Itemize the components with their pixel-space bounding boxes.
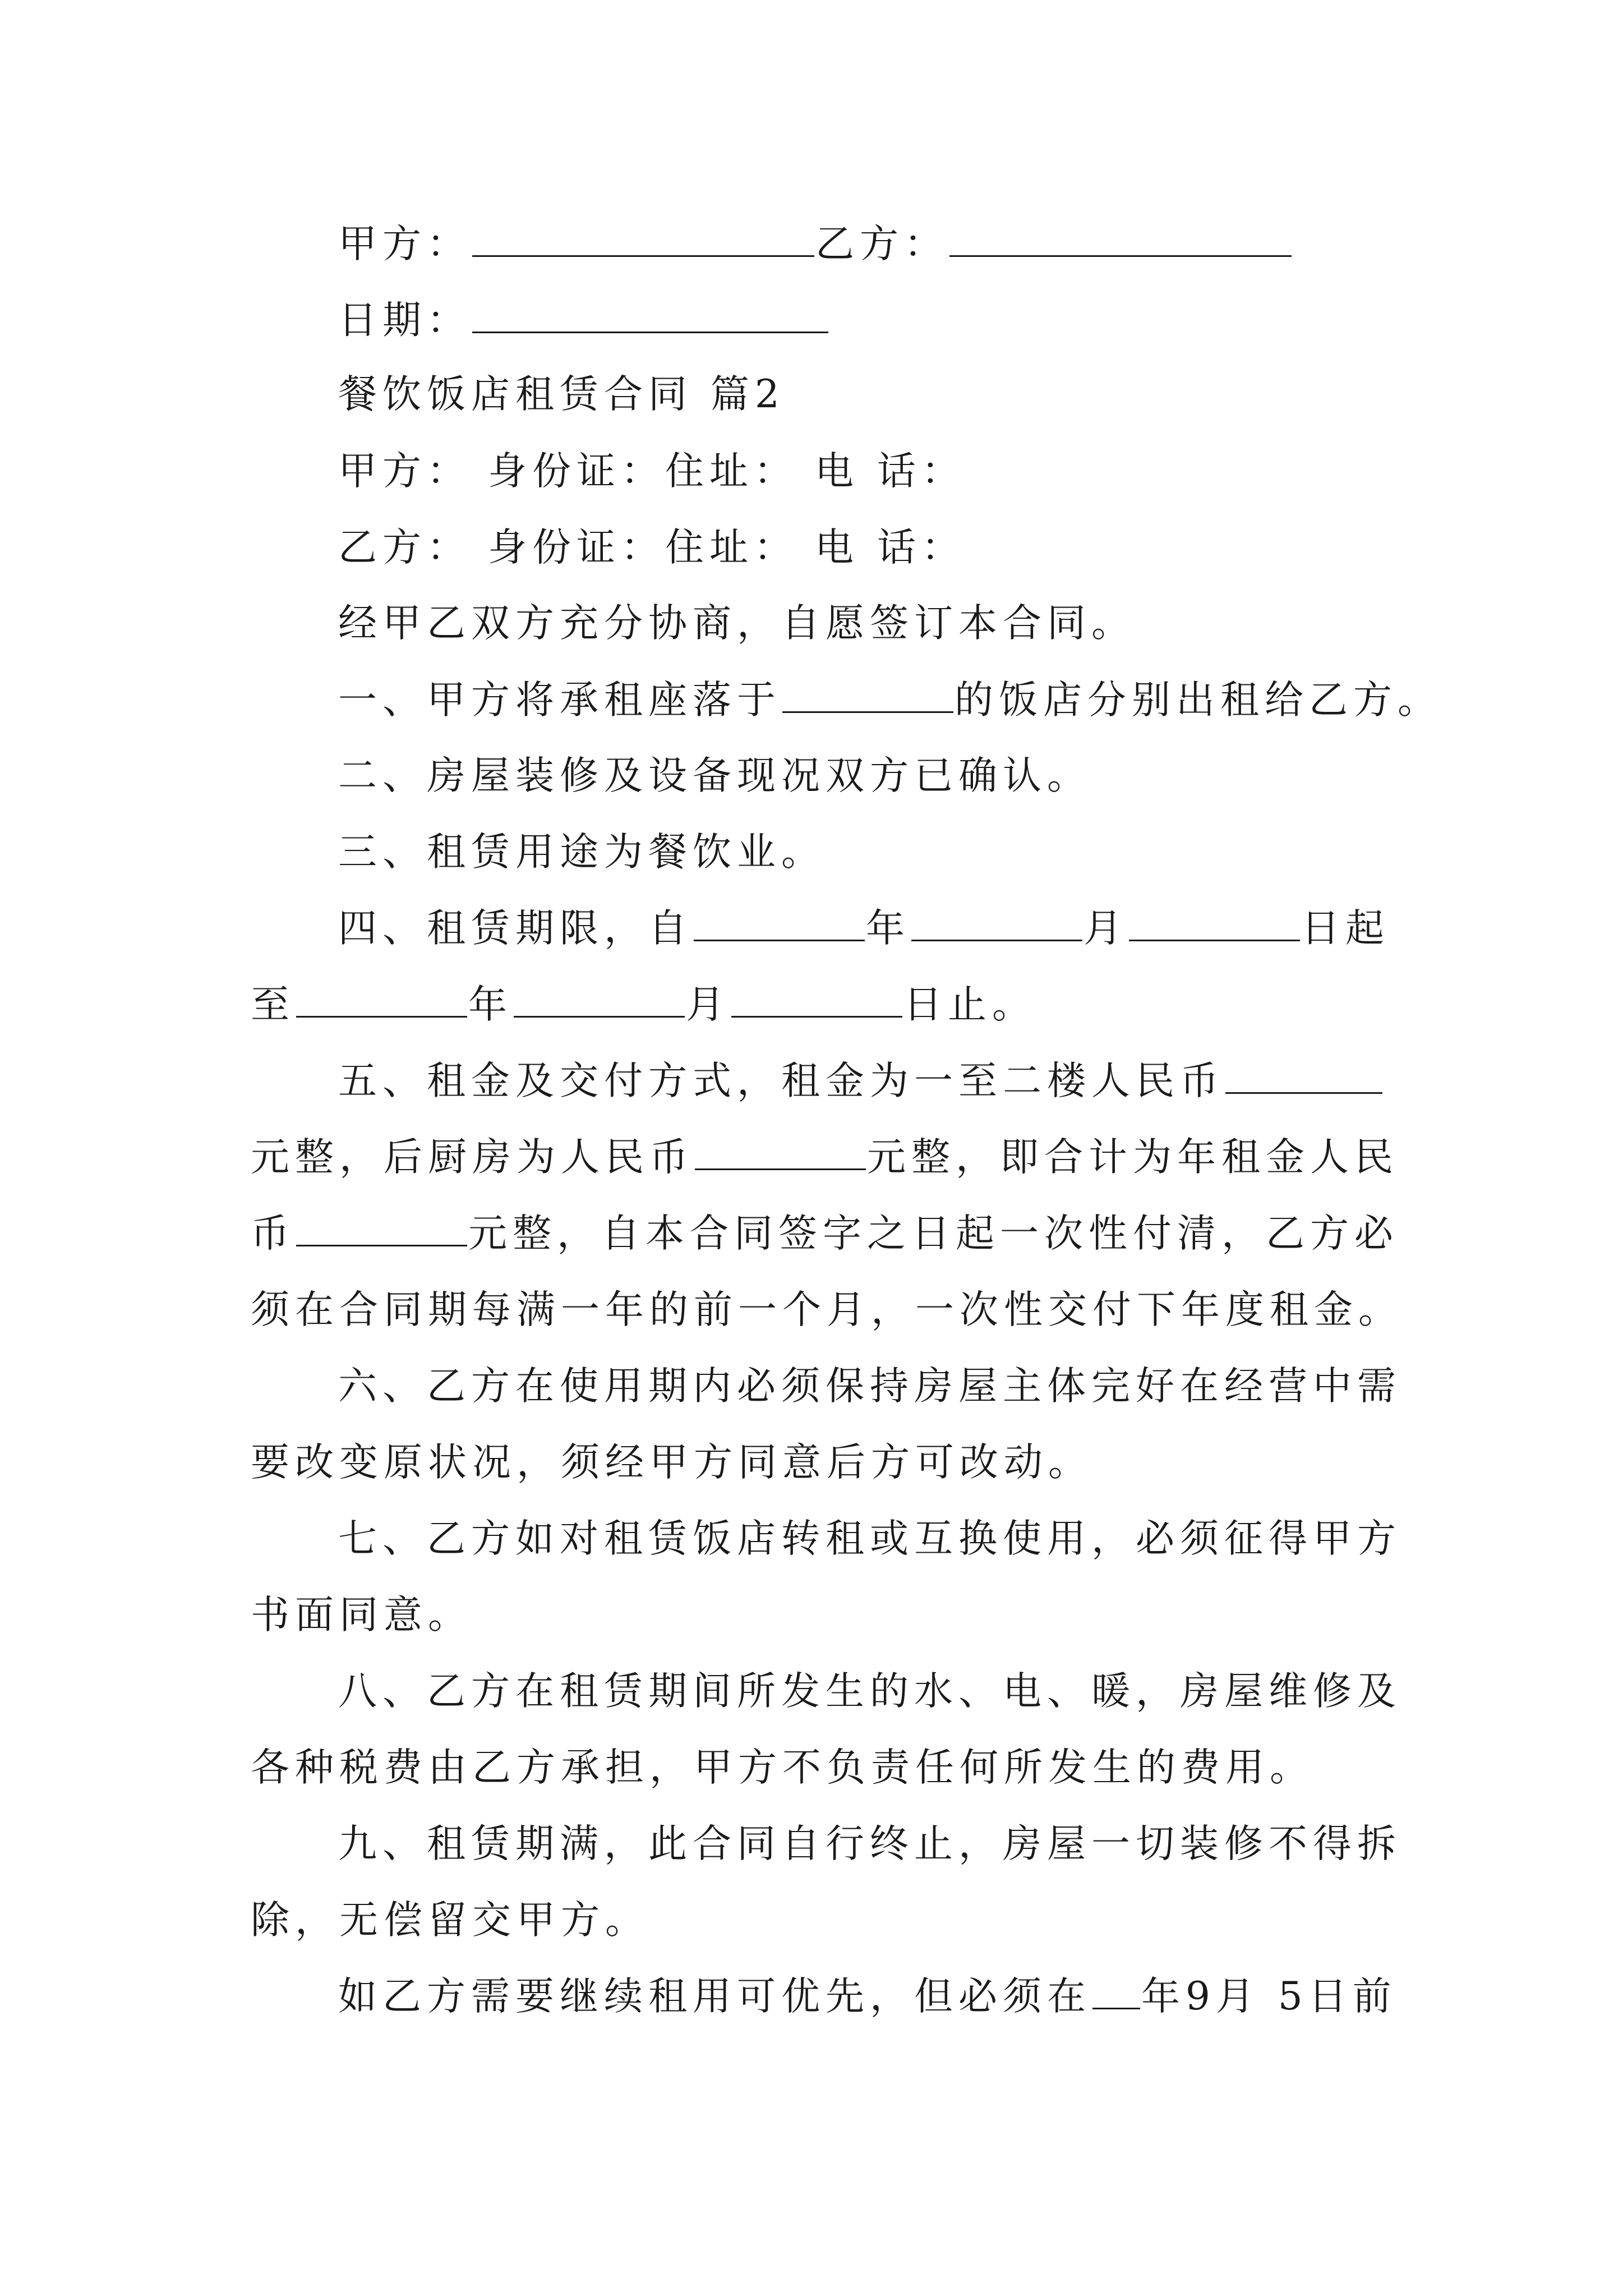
clause-1-location-blank: [782, 672, 953, 713]
contract-heading: 餐饮饭店租赁合同 篇2: [338, 372, 785, 417]
clause-5-text-3b: 元整，自本合同签字之日起一次性付清，乙方必: [468, 1211, 1399, 1256]
party-b-info-line: [0, 519, 1623, 576]
end-month-label: 月: [686, 982, 730, 1027]
party-b-label: 乙方：: [338, 525, 471, 570]
clause-5-line-3: [0, 1205, 1623, 1262]
clause-4-to: 至: [251, 982, 295, 1027]
party-a-signature-label: 甲方：: [338, 222, 471, 266]
floor-rent-blank: [1225, 1053, 1382, 1094]
clause-5-text-2b: 元整，即合计为年租金人民: [867, 1135, 1399, 1180]
end-year-label: 年: [468, 982, 513, 1027]
end-day-label: 日止。: [903, 982, 1036, 1027]
party-a-signature-blank: [472, 216, 814, 257]
start-month-blank: [911, 900, 1082, 941]
clause-7-line-1: 七、乙方如对租赁饭店转租或互换使用，必须征得甲方: [338, 1516, 1401, 1561]
party-a-address-label: 住址：: [665, 449, 798, 494]
end-month-blank: [514, 977, 685, 1018]
end-year-blank: [296, 977, 467, 1018]
clause-3: 三、租赁用途为餐饮业。: [338, 830, 826, 875]
party-a-info-line: [0, 443, 1623, 499]
renewal-after: 年9月 5日前: [1141, 1974, 1397, 2019]
clause-1-after: 的饭店分别出租给乙方。: [955, 678, 1442, 723]
clause-5-text-1: 五、租金及交付方式，租金为一至二楼人民币: [338, 1059, 1224, 1103]
clause-4-line-1: [0, 900, 1623, 956]
party-a-id-label: 身份证：: [488, 449, 665, 494]
party-b-address-label: 住址：: [665, 525, 798, 570]
clause-4-line-2: [0, 977, 1623, 1033]
start-year-blank: [694, 900, 865, 941]
party-b-signature-blank: [949, 216, 1292, 257]
contract-intro: 经甲乙双方充分协商，自愿签订本合同。: [338, 601, 1136, 646]
signature-parties-line: [0, 216, 1623, 272]
party-b-id-label: 身份证：: [488, 525, 665, 570]
clause-8-line-1: 八、乙方在租赁期间所发生的水、电、暖，房屋维修及: [338, 1669, 1401, 1714]
clause-9-line-1: 九、租赁期满，此合同自行终止，房屋一切装修不得拆: [338, 1821, 1401, 1866]
date-blank: [472, 292, 828, 333]
start-day-blank: [1129, 900, 1300, 941]
clause-6-line-1: 六、乙方在使用期内必须保持房屋主体完好在经营中需: [338, 1364, 1401, 1409]
party-a-label: 甲方：: [338, 449, 471, 494]
party-b-phone-label: 电 话：: [815, 525, 966, 570]
end-day-blank: [731, 977, 902, 1018]
party-a-phone-label: 电 话：: [815, 449, 966, 494]
clause-5-line-2: [0, 1129, 1623, 1185]
clause-1-before: 一、甲方将承租座落于: [338, 678, 781, 723]
date-label: 日期：: [338, 298, 471, 343]
clause-8-line-2: 各种税费由乙方承担，甲方不负责任何所发生的费用。: [251, 1745, 1314, 1790]
renewal-line: [0, 1968, 1623, 2024]
clause-6-line-2: 要改变原状况，须经甲方同意后方可改动。: [251, 1440, 1092, 1485]
start-month-label: 月: [1083, 906, 1128, 951]
clause-7-line-2: 书面同意。: [251, 1593, 472, 1637]
clause-4-start: 四、租赁期限，自: [338, 906, 693, 951]
party-b-signature-label: 乙方：: [815, 222, 948, 266]
signature-date-line: [0, 292, 1623, 348]
total-rent-blank: [296, 1205, 467, 1246]
renewal-year-blank: [1092, 1968, 1140, 2009]
clause-2: 二、房屋装修及设备现况双方已确认。: [338, 753, 1091, 798]
clause-5-line-1: [0, 1053, 1623, 1109]
clause-5-text-2a: 元整，后厨房为人民币: [251, 1135, 694, 1180]
start-year-label: 年: [866, 906, 910, 951]
start-day-label: 日起: [1301, 906, 1390, 951]
clause-1: [0, 672, 1623, 728]
renewal-before: 如乙方需要继续租用可优先，但必须在: [338, 1974, 1091, 2019]
kitchen-rent-blank: [695, 1129, 866, 1170]
clause-5-line-4: 须在合同期每满一年的前一个月，一次性交付下年度租金。: [251, 1287, 1403, 1332]
clause-5-text-3a: 币: [251, 1211, 295, 1256]
clause-9-line-2: 除，无偿留交甲方。: [251, 1898, 649, 1943]
